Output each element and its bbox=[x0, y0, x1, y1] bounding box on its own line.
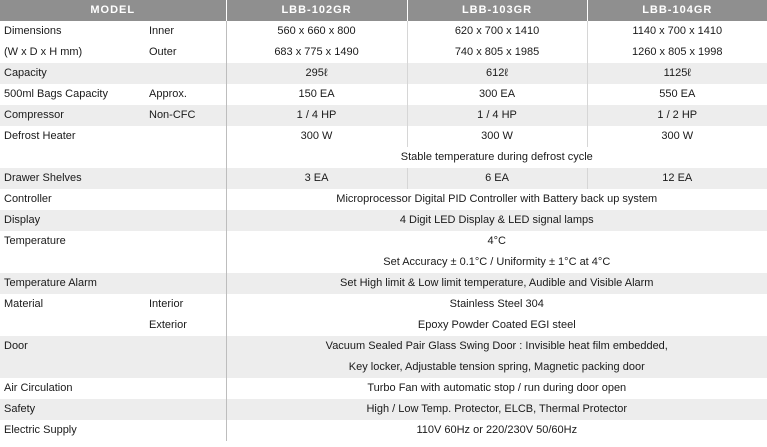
header-model-3: LBB-104GR bbox=[587, 0, 767, 21]
row-sublabel: Outer bbox=[145, 42, 226, 63]
row-door bbox=[0, 336, 767, 357]
row-dimensions-outer bbox=[0, 42, 767, 63]
row-defrost-heater bbox=[0, 126, 767, 147]
row-controller bbox=[0, 189, 767, 210]
row-material-exterior bbox=[0, 315, 767, 336]
row-label bbox=[0, 147, 145, 168]
cell-value: 612ℓ bbox=[407, 63, 587, 84]
row-sublabel bbox=[145, 357, 226, 378]
cell-value: 1260 x 805 x 1998 bbox=[632, 46, 723, 58]
row-sublabel bbox=[145, 336, 226, 357]
row-sublabel bbox=[145, 210, 226, 231]
row-sublabel: Inner bbox=[145, 21, 226, 42]
row-label: Controller bbox=[4, 193, 52, 205]
row-sublabel: Non-CFC bbox=[145, 105, 226, 126]
row-label: Air Circulation bbox=[4, 382, 73, 394]
row-label: Material bbox=[4, 298, 44, 310]
cell-value: 300 EA bbox=[407, 84, 587, 105]
row-label: Compressor bbox=[0, 105, 145, 126]
header-model: MODEL bbox=[0, 0, 226, 21]
row-sublabel bbox=[145, 252, 226, 273]
row-electric-supply bbox=[0, 420, 767, 441]
row-sublabel: Exterior bbox=[145, 315, 226, 336]
row-temperature bbox=[0, 231, 767, 252]
row-label: Electric Supply bbox=[4, 424, 77, 436]
cell-value: 1 / 4 HP bbox=[226, 105, 407, 126]
row-label: Drawer Shelves bbox=[0, 168, 145, 189]
row-label: 500ml Bags Capacity bbox=[4, 88, 108, 100]
cell-spanning-value: Vacuum Sealed Pair Glass Swing Door : Invisible heat film embedded, bbox=[226, 336, 767, 357]
row-sublabel bbox=[145, 231, 226, 252]
cell-spanning-value: Key locker, Adjustable tension spring, Magnetic packing door bbox=[226, 357, 767, 378]
row-material-interior bbox=[0, 294, 767, 315]
cell-spanning-value: 4°C bbox=[487, 235, 506, 247]
row-label bbox=[0, 357, 145, 378]
cell-value: 1125ℓ bbox=[587, 63, 767, 84]
cell-value: 150 EA bbox=[226, 84, 407, 105]
row-compressor bbox=[0, 105, 767, 126]
cell-spanning-value: Epoxy Powder Coated EGI steel bbox=[417, 319, 576, 331]
header-model-1: LBB-102GR bbox=[226, 0, 407, 21]
row-label bbox=[0, 252, 145, 273]
row-capacity bbox=[0, 63, 767, 84]
row-safety bbox=[0, 399, 767, 420]
row-air-circulation bbox=[0, 378, 767, 399]
row-label: Temperature bbox=[4, 235, 66, 247]
cell-value: 3 EA bbox=[226, 168, 407, 189]
cell-spanning-value: 4 Digit LED Display & LED signal lamps bbox=[226, 210, 767, 231]
row-label: Safety bbox=[0, 399, 145, 420]
row-display bbox=[0, 210, 767, 231]
row-sublabel: Approx. bbox=[145, 84, 226, 105]
row-sublabel bbox=[145, 420, 226, 441]
header-row bbox=[0, 0, 767, 21]
cell-spanning-value: Turbo Fan with automatic stop / run during door open bbox=[367, 382, 627, 394]
row-label: (W x D x H mm) bbox=[4, 46, 83, 58]
row-temperature-accuracy bbox=[0, 252, 767, 273]
cell-value: 300 W bbox=[661, 130, 694, 142]
cell-spanning-value: Stainless Steel 304 bbox=[449, 298, 544, 310]
cell-value: 1 / 4 HP bbox=[407, 105, 587, 126]
cell-value: 300 W bbox=[407, 126, 587, 147]
cell-spanning-value: Stable temperature during defrost cycle bbox=[400, 151, 593, 163]
cell-value: 6 EA bbox=[407, 168, 587, 189]
cell-value: 1 / 2 HP bbox=[587, 105, 767, 126]
cell-value: 300 W bbox=[226, 126, 407, 147]
row-drawer-shelves bbox=[0, 168, 767, 189]
row-label bbox=[0, 315, 145, 336]
row-label: Defrost Heater bbox=[4, 130, 76, 142]
cell-spanning-value: High / Low Temp. Protector, ELCB, Thermal Protector bbox=[226, 399, 767, 420]
row-label: Display bbox=[0, 210, 145, 231]
row-door-continued bbox=[0, 357, 767, 378]
row-sublabel bbox=[145, 378, 226, 399]
row-sublabel bbox=[145, 273, 226, 294]
cell-spanning-value: Microprocessor Digital PID Controller with Battery back up system bbox=[336, 193, 658, 205]
row-label: Temperature Alarm bbox=[0, 273, 145, 294]
cell-value: 295ℓ bbox=[226, 63, 407, 84]
row-sublabel bbox=[145, 168, 226, 189]
row-sublabel bbox=[145, 63, 226, 84]
cell-value: 1140 x 700 x 1410 bbox=[632, 25, 723, 37]
cell-value: 740 x 805 x 1985 bbox=[407, 42, 587, 63]
row-defrost-note bbox=[0, 147, 767, 168]
row-sublabel bbox=[145, 126, 226, 147]
row-sublabel bbox=[145, 189, 226, 210]
cell-value: 620 x 700 x 1410 bbox=[407, 21, 587, 42]
cell-spanning-value: Set Accuracy ± 0.1°C / Uniformity ± 1°C at 4°C bbox=[383, 256, 611, 268]
cell-spanning-value: 110V 60Hz or 220/230V 50/60Hz bbox=[416, 424, 578, 436]
row-sublabel bbox=[145, 147, 226, 168]
row-bags-capacity bbox=[0, 84, 767, 105]
row-label: Door bbox=[0, 336, 145, 357]
cell-value: 683 x 775 x 1490 bbox=[226, 42, 407, 63]
cell-value: 560 x 660 x 800 bbox=[226, 21, 407, 42]
row-sublabel bbox=[145, 399, 226, 420]
row-label: Dimensions bbox=[4, 25, 62, 37]
row-dimensions-inner bbox=[0, 21, 767, 42]
row-sublabel: Interior bbox=[145, 294, 226, 315]
cell-value: 12 EA bbox=[587, 168, 767, 189]
row-label: Capacity bbox=[0, 63, 145, 84]
cell-spanning-value: Set High limit & Low limit temperature, Audible and Visible Alarm bbox=[226, 273, 767, 294]
row-temperature-alarm bbox=[0, 273, 767, 294]
header-model-2: LBB-103GR bbox=[407, 0, 587, 21]
cell-value: 550 EA bbox=[659, 88, 696, 100]
